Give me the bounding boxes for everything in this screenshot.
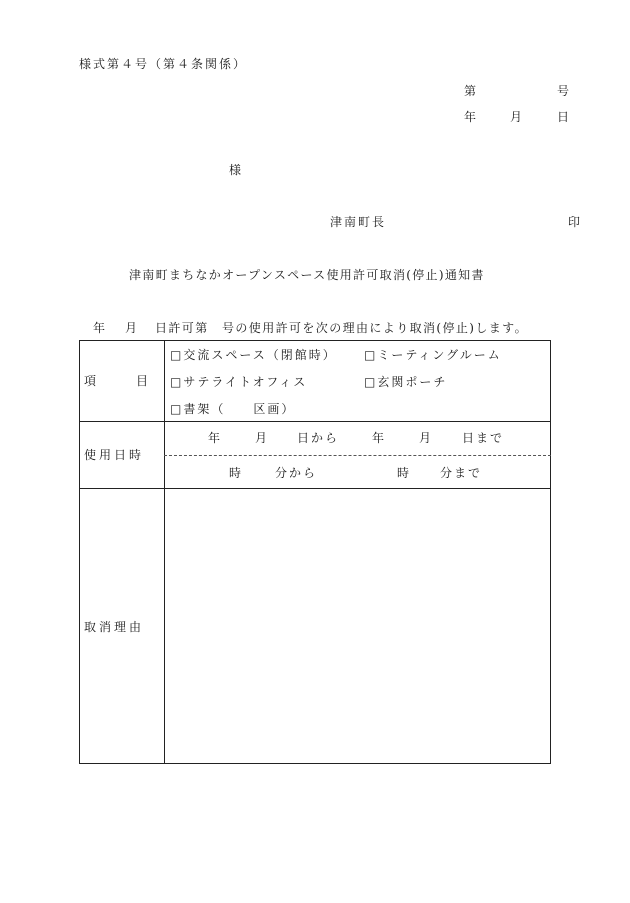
- date-day-label: 日: [557, 110, 572, 124]
- intro-month: 月: [125, 321, 140, 335]
- date-month-label: 月: [510, 110, 525, 124]
- usage-datetime-label: 使用日時: [84, 448, 145, 462]
- addressee-suffix: 様: [229, 163, 244, 177]
- option-entrance-porch[interactable]: □玄関ポーチ: [364, 375, 448, 389]
- end-month: 月: [419, 431, 434, 445]
- option-exchange-space[interactable]: □交流スペース（閉館時）: [170, 348, 337, 362]
- intro-year: 年: [93, 321, 108, 335]
- option-bookshelf[interactable]: □書架（ 区画）: [170, 402, 296, 416]
- option-satellite-office[interactable]: □サテライトオフィス: [170, 375, 308, 389]
- end-year: 年: [372, 431, 387, 445]
- table-row-divider: [79, 421, 551, 422]
- start-year: 年: [208, 431, 223, 445]
- item-label: 項 目: [84, 374, 150, 388]
- table-dashed-divider: [164, 455, 551, 456]
- start-minute: 分から: [275, 466, 318, 480]
- end-hour: 時: [397, 466, 412, 480]
- intro-sentence: 日許可第 号の使用許可を次の理由により取消(停止)します。: [155, 321, 529, 335]
- start-day: 日から: [297, 431, 340, 445]
- start-month: 月: [255, 431, 270, 445]
- start-hour: 時: [229, 466, 244, 480]
- form-number: 様式第４号（第４条関係）: [79, 57, 248, 71]
- date-year-label: 年: [464, 110, 479, 124]
- document-number-suffix: 号: [557, 84, 572, 98]
- document-number-prefix: 第: [464, 84, 479, 98]
- end-minute: 分まで: [440, 466, 483, 480]
- seal-mark: 印: [568, 215, 583, 229]
- issuer-name: 津南町長: [330, 215, 387, 229]
- document-title: 津南町まちなかオープンスペース使用許可取消(停止)通知書: [129, 268, 485, 282]
- option-meeting-room[interactable]: □ミーティングルーム: [364, 348, 502, 362]
- cancellation-reason-label: 取消理由: [84, 620, 145, 634]
- cancellation-reason-field[interactable]: [165, 489, 550, 763]
- end-day: 日まで: [462, 431, 505, 445]
